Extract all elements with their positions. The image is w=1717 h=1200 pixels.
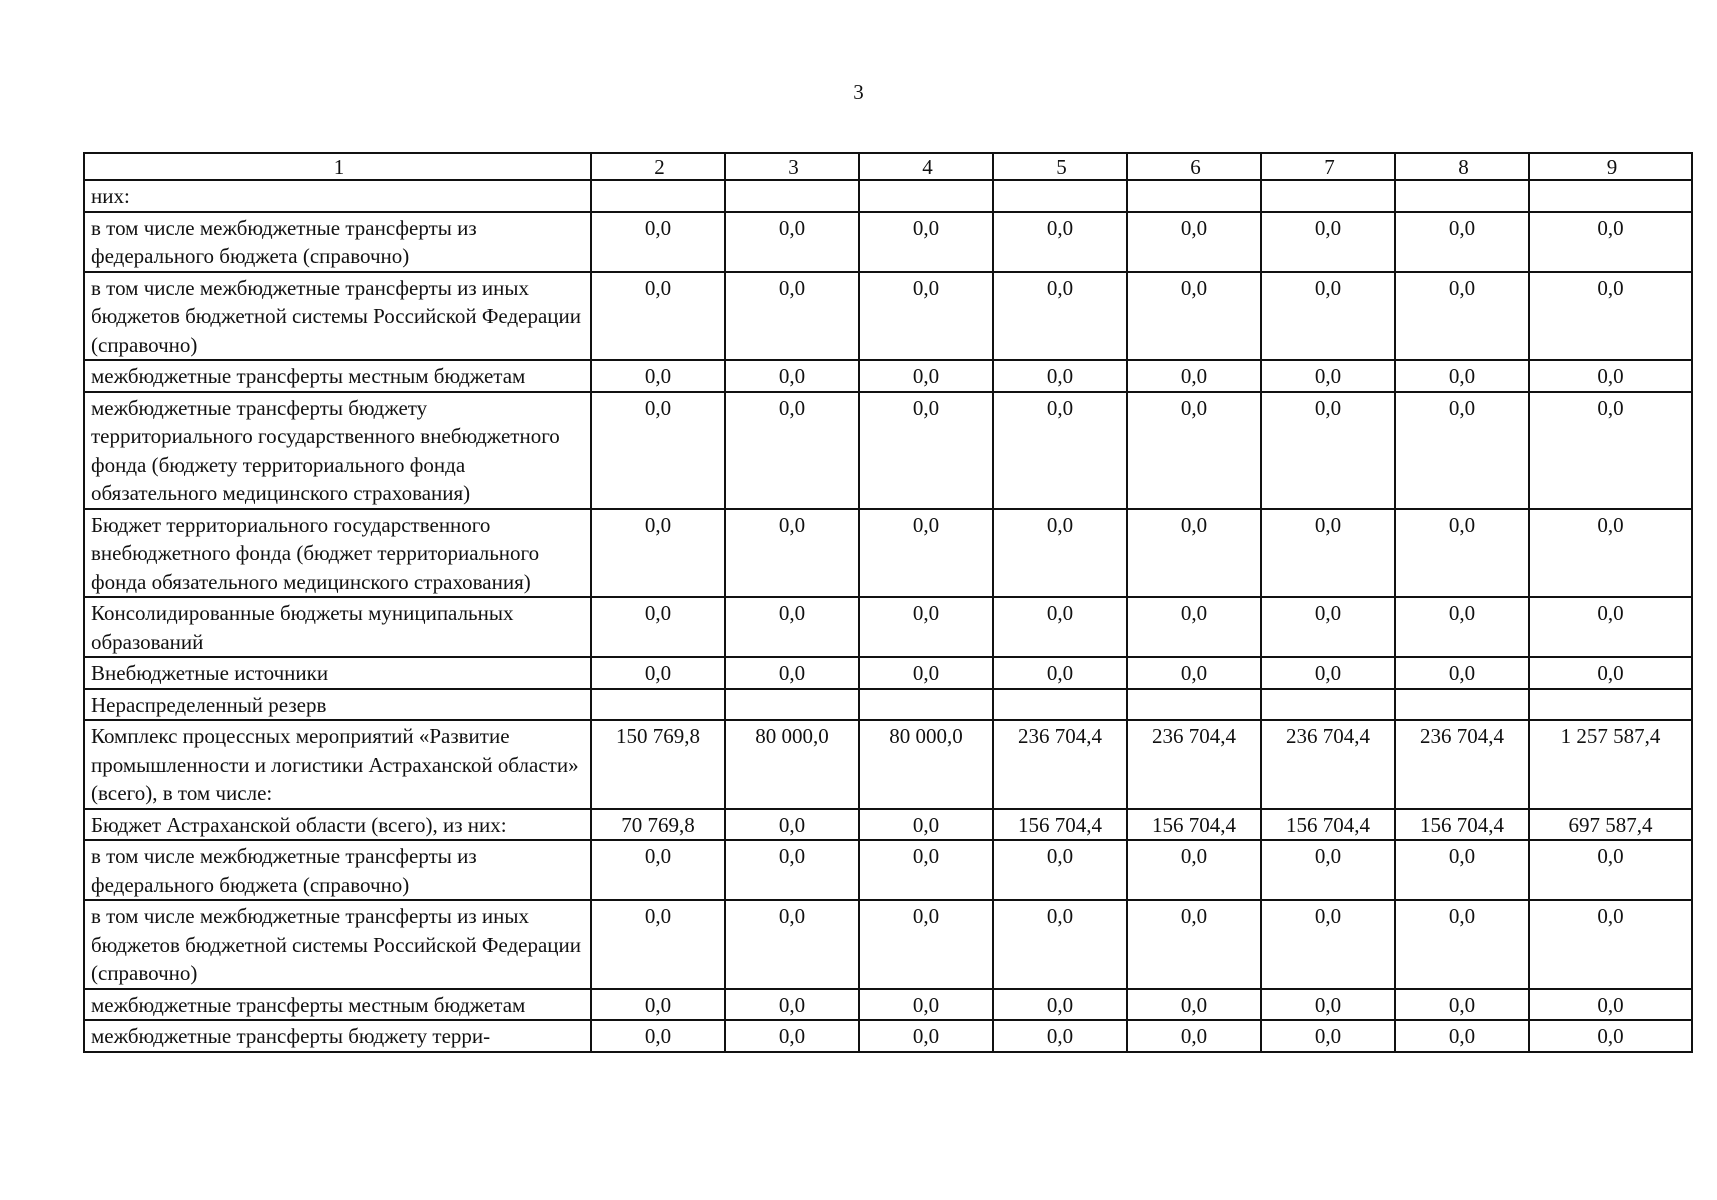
value-cell: 0,0 xyxy=(859,840,993,900)
row-label: Внебюджетные источники xyxy=(84,657,591,689)
table-header-row xyxy=(84,153,1692,180)
table-row xyxy=(84,272,1692,361)
value-cell: 1 257 587,4 xyxy=(1529,720,1692,809)
value-cell: 0,0 xyxy=(1261,597,1395,657)
row-label: в том числе межбюджетные трансферты из иных бюджетов бюджетной системы Российской Федерации (справочно) xyxy=(84,900,591,989)
value-cell: 0,0 xyxy=(1529,989,1692,1021)
value-cell: 0,0 xyxy=(1529,900,1692,989)
value-cell: 0,0 xyxy=(725,272,859,361)
value-cell: 0,0 xyxy=(1529,272,1692,361)
value-cell: 0,0 xyxy=(725,1020,859,1052)
value-cell: 0,0 xyxy=(1395,392,1529,509)
value-cell xyxy=(1261,180,1395,212)
value-cell: 0,0 xyxy=(725,989,859,1021)
value-cell: 0,0 xyxy=(859,809,993,841)
table-row xyxy=(84,809,1692,841)
value-cell xyxy=(1529,180,1692,212)
table-row xyxy=(84,180,1692,212)
value-cell: 0,0 xyxy=(1395,900,1529,989)
value-cell xyxy=(591,180,725,212)
value-cell: 0,0 xyxy=(1261,657,1395,689)
value-cell: 0,0 xyxy=(993,657,1127,689)
table-row xyxy=(84,989,1692,1021)
row-label: в том числе межбюджетные трансферты из федерального бюджета (справочно) xyxy=(84,212,591,272)
value-cell: 236 704,4 xyxy=(1261,720,1395,809)
row-label: Бюджет территориального государственного внебюджетного фонда (бюджет территориального фонда обязательного медицинского страхования) xyxy=(84,509,591,598)
row-label: межбюджетные трансферты бюджету терри- xyxy=(84,1020,591,1052)
value-cell: 0,0 xyxy=(1127,900,1261,989)
value-cell: 0,0 xyxy=(859,272,993,361)
row-label: них: xyxy=(84,180,591,212)
value-cell: 0,0 xyxy=(591,989,725,1021)
value-cell: 156 704,4 xyxy=(1395,809,1529,841)
table-row xyxy=(84,840,1692,900)
value-cell: 0,0 xyxy=(1529,657,1692,689)
value-cell: 0,0 xyxy=(1127,392,1261,509)
page-number: 3 xyxy=(853,80,864,104)
value-cell: 0,0 xyxy=(993,900,1127,989)
value-cell: 0,0 xyxy=(1395,360,1529,392)
value-cell: 0,0 xyxy=(1395,597,1529,657)
value-cell: 0,0 xyxy=(993,272,1127,361)
value-cell: 0,0 xyxy=(1261,509,1395,598)
value-cell: 0,0 xyxy=(725,392,859,509)
table-row xyxy=(84,1020,1692,1052)
value-cell: 0,0 xyxy=(1529,392,1692,509)
value-cell: 0,0 xyxy=(1529,840,1692,900)
header-cell: 6 xyxy=(1127,153,1261,180)
value-cell xyxy=(591,689,725,721)
value-cell: 70 769,8 xyxy=(591,809,725,841)
value-cell: 0,0 xyxy=(1395,1020,1529,1052)
table-row xyxy=(84,900,1692,989)
value-cell: 0,0 xyxy=(993,392,1127,509)
value-cell: 0,0 xyxy=(1127,840,1261,900)
value-cell: 0,0 xyxy=(1395,989,1529,1021)
value-cell: 0,0 xyxy=(725,900,859,989)
value-cell: 0,0 xyxy=(993,509,1127,598)
value-cell: 0,0 xyxy=(591,360,725,392)
table-body xyxy=(84,153,1692,1052)
value-cell: 236 704,4 xyxy=(1127,720,1261,809)
value-cell: 156 704,4 xyxy=(1261,809,1395,841)
row-label: в том числе межбюджетные трансферты из федерального бюджета (справочно) xyxy=(84,840,591,900)
row-label: Нераспределенный резерв xyxy=(84,689,591,721)
value-cell: 0,0 xyxy=(591,212,725,272)
value-cell: 0,0 xyxy=(993,989,1127,1021)
value-cell: 0,0 xyxy=(1261,272,1395,361)
value-cell: 0,0 xyxy=(1261,360,1395,392)
value-cell: 0,0 xyxy=(725,212,859,272)
value-cell: 0,0 xyxy=(993,212,1127,272)
value-cell: 0,0 xyxy=(1127,360,1261,392)
value-cell: 0,0 xyxy=(1127,597,1261,657)
value-cell: 0,0 xyxy=(859,989,993,1021)
value-cell: 0,0 xyxy=(591,272,725,361)
header-cell: 8 xyxy=(1395,153,1529,180)
value-cell: 156 704,4 xyxy=(993,809,1127,841)
value-cell: 0,0 xyxy=(1127,1020,1261,1052)
table-row xyxy=(84,689,1692,721)
value-cell: 0,0 xyxy=(725,840,859,900)
value-cell: 0,0 xyxy=(1395,272,1529,361)
header-cell: 5 xyxy=(993,153,1127,180)
row-label: в том числе межбюджетные трансферты из иных бюджетов бюджетной системы Российской Федерации (справочно) xyxy=(84,272,591,361)
value-cell: 0,0 xyxy=(1529,212,1692,272)
value-cell: 0,0 xyxy=(859,657,993,689)
value-cell xyxy=(1127,689,1261,721)
value-cell xyxy=(725,689,859,721)
value-cell: 0,0 xyxy=(591,392,725,509)
value-cell: 0,0 xyxy=(725,657,859,689)
value-cell: 0,0 xyxy=(859,597,993,657)
value-cell: 0,0 xyxy=(725,809,859,841)
value-cell: 0,0 xyxy=(591,1020,725,1052)
header-cell: 9 xyxy=(1529,153,1692,180)
value-cell: 0,0 xyxy=(725,509,859,598)
value-cell: 0,0 xyxy=(859,900,993,989)
value-cell: 236 704,4 xyxy=(1395,720,1529,809)
value-cell xyxy=(859,180,993,212)
value-cell: 0,0 xyxy=(1395,840,1529,900)
table-row xyxy=(84,597,1692,657)
value-cell: 0,0 xyxy=(1529,597,1692,657)
header-cell: 4 xyxy=(859,153,993,180)
value-cell: 0,0 xyxy=(993,597,1127,657)
value-cell: 0,0 xyxy=(591,657,725,689)
header-cell: 1 xyxy=(84,153,591,180)
value-cell: 236 704,4 xyxy=(993,720,1127,809)
row-label: межбюджетные трансферты местным бюджетам xyxy=(84,989,591,1021)
value-cell: 0,0 xyxy=(591,840,725,900)
value-cell: 0,0 xyxy=(1261,212,1395,272)
header-cell: 3 xyxy=(725,153,859,180)
row-label: Консолидированные бюджеты муниципальных образований xyxy=(84,597,591,657)
value-cell xyxy=(1261,689,1395,721)
value-cell: 0,0 xyxy=(725,597,859,657)
value-cell xyxy=(859,689,993,721)
row-label: межбюджетные трансферты местным бюджетам xyxy=(84,360,591,392)
value-cell: 0,0 xyxy=(1529,1020,1692,1052)
value-cell: 0,0 xyxy=(993,360,1127,392)
value-cell: 0,0 xyxy=(859,212,993,272)
value-cell: 0,0 xyxy=(1127,212,1261,272)
value-cell: 0,0 xyxy=(591,509,725,598)
value-cell: 0,0 xyxy=(859,509,993,598)
value-cell: 0,0 xyxy=(1127,989,1261,1021)
value-cell: 0,0 xyxy=(1261,840,1395,900)
value-cell: 0,0 xyxy=(1127,509,1261,598)
value-cell: 697 587,4 xyxy=(1529,809,1692,841)
table-row xyxy=(84,392,1692,509)
header-cell: 2 xyxy=(591,153,725,180)
value-cell: 0,0 xyxy=(993,840,1127,900)
value-cell: 0,0 xyxy=(1529,360,1692,392)
table-row xyxy=(84,212,1692,272)
value-cell: 0,0 xyxy=(859,360,993,392)
row-label: Бюджет Астраханской области (всего), из них: xyxy=(84,809,591,841)
value-cell xyxy=(1395,689,1529,721)
value-cell: 0,0 xyxy=(859,392,993,509)
row-label: межбюджетные трансферты бюджету территориального государственного внебюджетного фонда (бюджету территориального фонда обязательного медицинского страхования) xyxy=(84,392,591,509)
value-cell xyxy=(993,180,1127,212)
value-cell: 0,0 xyxy=(1261,900,1395,989)
value-cell: 0,0 xyxy=(1529,509,1692,598)
value-cell xyxy=(993,689,1127,721)
value-cell: 150 769,8 xyxy=(591,720,725,809)
table-row xyxy=(84,720,1692,809)
value-cell xyxy=(725,180,859,212)
table-row xyxy=(84,657,1692,689)
value-cell: 0,0 xyxy=(1261,392,1395,509)
value-cell: 0,0 xyxy=(1127,657,1261,689)
value-cell: 156 704,4 xyxy=(1127,809,1261,841)
value-cell: 0,0 xyxy=(1261,1020,1395,1052)
table-row xyxy=(84,360,1692,392)
value-cell xyxy=(1127,180,1261,212)
table-row xyxy=(84,509,1692,598)
header-cell: 7 xyxy=(1261,153,1395,180)
budget-table xyxy=(83,152,1693,1053)
value-cell: 0,0 xyxy=(1261,989,1395,1021)
row-label: Комплекс процессных мероприятий «Развитие промышленности и логистики Астраханской области» (всего), в том числе: xyxy=(84,720,591,809)
value-cell: 0,0 xyxy=(1395,212,1529,272)
value-cell: 0,0 xyxy=(1395,657,1529,689)
value-cell: 0,0 xyxy=(859,1020,993,1052)
value-cell xyxy=(1395,180,1529,212)
value-cell: 0,0 xyxy=(1395,509,1529,598)
value-cell: 0,0 xyxy=(591,597,725,657)
value-cell xyxy=(1529,689,1692,721)
value-cell: 0,0 xyxy=(1127,272,1261,361)
value-cell: 80 000,0 xyxy=(859,720,993,809)
value-cell: 0,0 xyxy=(725,360,859,392)
value-cell: 80 000,0 xyxy=(725,720,859,809)
value-cell: 0,0 xyxy=(993,1020,1127,1052)
value-cell: 0,0 xyxy=(591,900,725,989)
